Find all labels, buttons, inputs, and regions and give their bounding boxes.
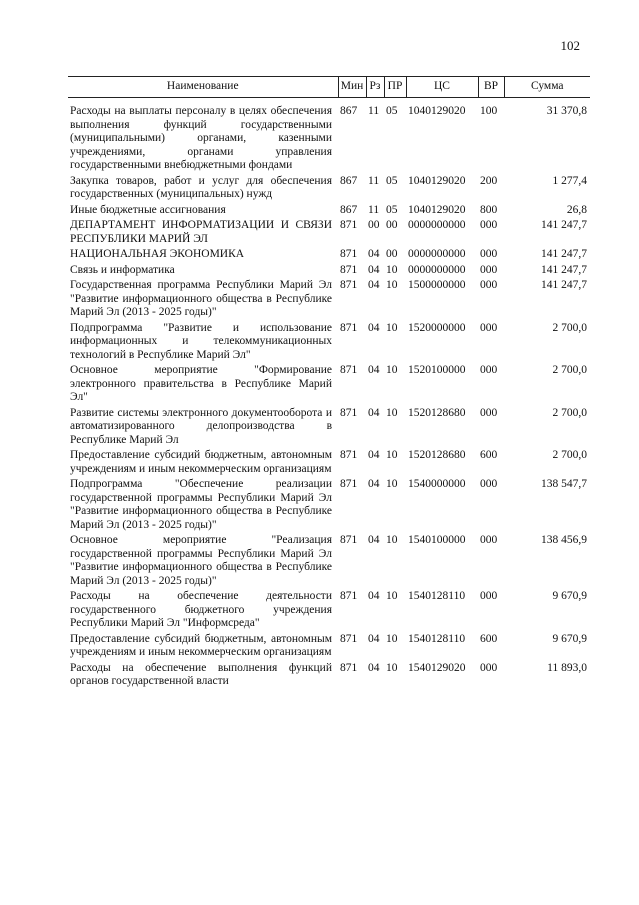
cell-min: 871 xyxy=(340,279,358,291)
cell-cs: 1520000000 xyxy=(408,321,466,334)
cell-pr: 10 xyxy=(386,364,398,376)
budget-table xyxy=(68,76,590,690)
cell-vr: 000 xyxy=(480,534,498,546)
cell-name: Основное мероприятие "Формирование электронного правительства в Республике Марий Эл" xyxy=(70,364,332,403)
cell-name: Расходы на обеспечение деятельности государственного бюджетного учреждения Республики Марий Эл "Информсреда" xyxy=(70,590,332,629)
cell-cs: 1500000000 xyxy=(408,279,466,291)
cell-min: 867 xyxy=(340,203,358,216)
cell-pr: 10 xyxy=(386,321,398,334)
cell-rz: 04 xyxy=(368,449,380,461)
table-row xyxy=(68,174,590,203)
cell-cs: 1540129020 xyxy=(408,661,466,674)
cell-pr: 00 xyxy=(386,219,398,231)
cell-rz: 04 xyxy=(368,321,380,334)
cell-pr: 00 xyxy=(386,248,398,260)
cell-rz: 04 xyxy=(368,406,380,419)
cell-rz: 04 xyxy=(368,364,380,376)
cell-name: Подпрограмма "Обеспечение реализации государственной программы Республики Марий Эл "Развитие информационного общества в Республике Марий Эл (2013 - 2025 годы)" xyxy=(70,478,332,531)
cell-vr: 000 xyxy=(480,590,498,602)
table-row xyxy=(68,406,590,449)
header-vr: ВР xyxy=(478,77,504,98)
cell-rz: 11 xyxy=(368,174,380,187)
cell-name: Подпрограмма "Развитие и использование информационных и телекоммуникационных технологий в Республике Марий Эл" xyxy=(70,321,332,361)
cell-pr: 05 xyxy=(386,203,398,216)
cell-sum: 1 277,4 xyxy=(552,174,587,187)
cell-cs: 1040129020 xyxy=(408,174,466,187)
cell-sum: 2 700,0 xyxy=(552,449,587,461)
cell-sum: 141 247,7 xyxy=(541,263,587,276)
cell-name: Расходы на выплаты персоналу в целях обеспечения выполнения функций государственными (муниципальными) органами, казенными учреждениями, органами управления государственными внебюджетными фондами xyxy=(70,105,332,171)
cell-sum: 9 670,9 xyxy=(552,590,587,602)
header-cs: ЦС xyxy=(406,77,478,98)
cell-sum: 9 670,9 xyxy=(552,632,587,645)
cell-vr: 800 xyxy=(480,203,498,216)
cell-sum: 141 247,7 xyxy=(541,248,587,260)
cell-min: 871 xyxy=(340,661,358,674)
cell-cs: 1520128680 xyxy=(408,449,466,461)
cell-name: Расходы на обеспечение выполнения функций органов государственной власти xyxy=(70,661,332,687)
cell-name: Предоставление субсидий бюджетным, автономным учреждениям и иным некоммерческим организациям xyxy=(70,449,332,475)
table-row xyxy=(68,533,590,589)
cell-rz: 04 xyxy=(368,478,380,490)
cell-min: 871 xyxy=(340,263,358,276)
cell-name: Иные бюджетные ассигнования xyxy=(70,203,226,216)
header-name: Наименование xyxy=(68,77,338,98)
cell-sum: 141 247,7 xyxy=(541,219,587,231)
cell-vr: 000 xyxy=(480,279,498,291)
table-row xyxy=(68,247,590,263)
table-row xyxy=(68,321,590,364)
cell-vr: 000 xyxy=(480,263,498,276)
table-row xyxy=(68,218,590,247)
cell-sum: 138 547,7 xyxy=(541,478,587,490)
cell-cs: 1540128110 xyxy=(408,590,466,602)
cell-name: Развитие системы электронного документооборота и автоматизированного делопроизводства в Республике Марий Эл xyxy=(70,406,332,446)
cell-sum: 138 456,9 xyxy=(541,534,587,546)
cell-name: Предоставление субсидий бюджетным, автономным учреждениям и иным некоммерческим организациям xyxy=(70,632,332,658)
cell-vr: 000 xyxy=(480,661,498,674)
cell-min: 871 xyxy=(340,478,358,490)
cell-min: 871 xyxy=(340,406,358,419)
cell-rz: 04 xyxy=(368,279,380,291)
cell-vr: 200 xyxy=(480,174,498,187)
table-row xyxy=(68,477,590,533)
cell-sum: 11 893,0 xyxy=(547,661,587,674)
cell-min: 871 xyxy=(340,632,358,645)
cell-rz: 04 xyxy=(368,590,380,602)
cell-min: 871 xyxy=(340,590,358,602)
cell-min: 871 xyxy=(340,321,358,334)
cell-vr: 600 xyxy=(480,449,498,461)
cell-sum: 141 247,7 xyxy=(541,279,587,291)
cell-pr: 10 xyxy=(386,661,398,674)
cell-name: НАЦИОНАЛЬНАЯ ЭКОНОМИКА xyxy=(70,248,245,260)
cell-sum: 26,8 xyxy=(566,203,587,216)
cell-vr: 000 xyxy=(480,321,498,334)
cell-vr: 100 xyxy=(480,105,498,117)
table-row xyxy=(68,589,590,632)
cell-sum: 2 700,0 xyxy=(552,406,587,419)
header-min: Мин xyxy=(338,77,366,98)
cell-name: Связь и информатика xyxy=(70,263,175,276)
cell-sum: 2 700,0 xyxy=(552,321,587,334)
cell-rz: 04 xyxy=(368,534,380,546)
cell-cs: 1540128110 xyxy=(408,632,466,645)
cell-rz: 04 xyxy=(368,661,380,674)
cell-sum: 2 700,0 xyxy=(552,364,587,376)
cell-cs: 1540000000 xyxy=(408,478,466,490)
cell-rz: 04 xyxy=(368,632,380,645)
cell-pr: 05 xyxy=(386,174,398,187)
cell-vr: 000 xyxy=(480,364,498,376)
header-rz: Рз xyxy=(366,77,384,98)
table-row xyxy=(68,98,590,174)
cell-min: 867 xyxy=(340,105,358,117)
cell-min: 871 xyxy=(340,364,358,376)
cell-rz: 04 xyxy=(368,263,380,276)
cell-cs: 0000000000 xyxy=(408,219,466,231)
cell-vr: 000 xyxy=(480,406,498,419)
cell-min: 871 xyxy=(340,534,358,546)
cell-rz: 04 xyxy=(368,248,380,260)
page-number: 102 xyxy=(560,38,580,53)
table-row xyxy=(68,363,590,406)
table-row xyxy=(68,203,590,219)
cell-pr: 10 xyxy=(386,590,398,602)
cell-pr: 10 xyxy=(386,406,398,419)
table-row xyxy=(68,661,590,690)
cell-pr: 05 xyxy=(386,105,398,117)
cell-pr: 10 xyxy=(386,449,398,461)
cell-min: 871 xyxy=(340,248,358,260)
cell-min: 867 xyxy=(340,174,358,187)
cell-sum: 31 370,8 xyxy=(546,105,587,117)
cell-vr: 000 xyxy=(480,248,498,260)
cell-name: ДЕПАРТАМЕНТ ИНФОРМАТИЗАЦИИ И СВЯЗИ РЕСПУБЛИКИ МАРИЙ ЭЛ xyxy=(70,219,332,245)
cell-cs: 1520100000 xyxy=(408,364,466,376)
cell-pr: 10 xyxy=(386,478,398,490)
cell-cs: 0000000000 xyxy=(408,248,466,260)
cell-vr: 000 xyxy=(480,478,498,490)
cell-min: 871 xyxy=(340,449,358,461)
cell-cs: 1040129020 xyxy=(408,203,466,216)
cell-vr: 000 xyxy=(480,219,498,231)
cell-cs: 1040129020 xyxy=(408,105,466,117)
cell-min: 871 xyxy=(340,219,358,231)
header-sum: Сумма xyxy=(504,77,590,98)
cell-name: Закупка товаров, работ и услуг для обеспечения государственных (муниципальных) нужд xyxy=(70,174,332,200)
table-row xyxy=(68,448,590,477)
cell-vr: 600 xyxy=(480,632,498,645)
table-header-row xyxy=(68,77,590,98)
table-row xyxy=(68,278,590,321)
cell-cs: 1540100000 xyxy=(408,534,466,546)
cell-pr: 10 xyxy=(386,279,398,291)
cell-rz: 11 xyxy=(368,105,380,117)
cell-pr: 10 xyxy=(386,263,398,276)
cell-name: Государственная программа Республики Марий Эл "Развитие информационного общества в Республике Марий Эл (2013 - 2025 годы)" xyxy=(70,279,332,318)
header-pr: ПР xyxy=(384,77,406,98)
cell-rz: 00 xyxy=(368,219,380,231)
cell-pr: 10 xyxy=(386,632,398,645)
cell-name: Основное мероприятие "Реализация государственной программы Республики Марий Эл "Развитие информационного общества в Республике Марий Эл (2013 - 2025 годы)" xyxy=(70,534,332,587)
cell-cs: 1520128680 xyxy=(408,406,466,419)
cell-rz: 11 xyxy=(368,203,380,216)
table-row xyxy=(68,263,590,279)
table-row xyxy=(68,632,590,661)
table-body xyxy=(68,98,590,690)
cell-cs: 0000000000 xyxy=(408,263,466,276)
cell-pr: 10 xyxy=(386,534,398,546)
